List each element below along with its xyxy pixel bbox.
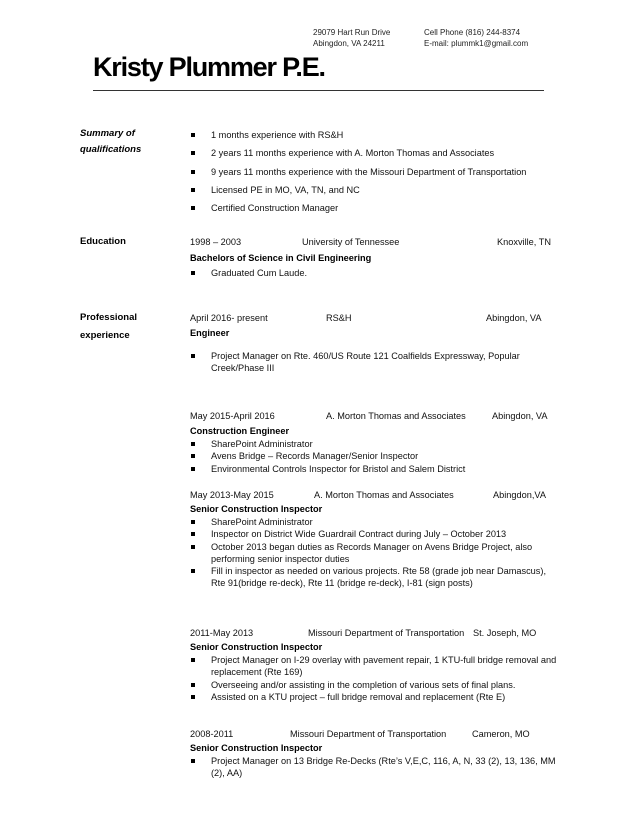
bullet-square-icon (191, 271, 195, 275)
job-location: Cameron, MO (472, 729, 530, 739)
job-dates: 2011-May 2013 (190, 628, 254, 638)
list-item-text: Licensed PE in MO, VA, TN, and NC (211, 184, 360, 195)
list-item-text: October 2013 began duties as Records Manager on Avens Bridge Project, also performing senior inspector duties (211, 541, 533, 564)
list-item (190, 266, 560, 280)
bullet-square-icon (191, 759, 195, 763)
list-item-text: Avens Bridge – Records Manager/Senior Inspector (211, 451, 419, 462)
contact-block (424, 27, 528, 49)
list-item-text: Inspector on District Wide Guardrail Contract during July – October 2013 (211, 529, 507, 540)
job-title: Engineer (190, 328, 230, 338)
job-employer: Missouri Department of Transportation (290, 729, 447, 739)
list-item-text: SharePoint Administrator (211, 517, 313, 527)
list-item-text: Overseeing and/or assisting in the completion of various sets of final plans. (211, 679, 516, 690)
list-item (190, 463, 560, 475)
bullet-square-icon (191, 151, 195, 155)
summary-label-line-1: Summary of (80, 128, 135, 139)
job-items (190, 654, 560, 703)
education-dates: 1998 – 2003 (190, 237, 242, 247)
job-items (190, 438, 560, 475)
job-title: Senior Construction Inspector (190, 743, 323, 753)
job-dates: April 2016- present (190, 313, 268, 323)
bullet-square-icon (191, 467, 195, 471)
bullet-square-icon (191, 133, 195, 137)
education-label: Education (80, 236, 126, 247)
list-item-text: Assisted on a KTU project – full bridge removal and replacement (Rte E) (211, 691, 506, 702)
bullet-square-icon (191, 520, 195, 524)
list-item (190, 128, 560, 142)
list-item (190, 679, 560, 691)
list-item-text: Project Manager on Rte. 460/US Route 121 Coalfields Expressway, Popular Creek/Phase III (211, 351, 520, 374)
list-item (190, 528, 560, 540)
list-item-text: 9 years 11 months experience with the Missouri Department of Transportation (211, 166, 527, 177)
list-item-text: 1 months experience with RS&H (211, 130, 344, 140)
summary-label (80, 126, 141, 158)
list-item-text: Project Manager on 13 Bridge Re-Decks (Rte’s V,E,C, 116, A, N, 33 (2), 13, 136, MM (2), AA) (211, 756, 556, 779)
education-location: Knoxville, TN (497, 237, 551, 247)
job-items (190, 516, 560, 590)
bullet-square-icon (191, 532, 195, 536)
job-dates: 2008-2011 (190, 729, 234, 739)
job-location: Abingdon,VA (493, 490, 546, 500)
experience-label (80, 310, 137, 344)
list-item-text: Certified Construction Manager (211, 203, 339, 214)
job-dates: May 2013-May 2015 (190, 490, 274, 500)
summary-label-line-2: qualifications (80, 144, 142, 155)
list-item (190, 438, 560, 450)
education-list (190, 266, 560, 284)
list-item-text: Fill in inspector as needed on various projects. Rte 58 (grade job near Damascus), Rte 91(bridge re-deck), Rte 11 (bridge re-deck), I-81 (sign posts) (211, 566, 547, 589)
list-item (190, 165, 560, 179)
list-item-text: Environmental Controls Inspector for Bristol and Salem District (211, 463, 466, 474)
job-employer: A. Morton Thomas and Associates (326, 411, 466, 421)
bullet-square-icon (191, 354, 195, 358)
bullet-square-icon (191, 442, 195, 446)
list-item (190, 201, 560, 215)
list-item (190, 755, 560, 780)
bullet-square-icon (191, 569, 195, 573)
bullet-square-icon (191, 683, 195, 687)
list-item (190, 183, 560, 197)
email-address: E-mail: plummk1@gmail.com (424, 39, 529, 48)
list-item-text: 2 years 11 months experience with A. Morton Thomas and Associates (211, 148, 495, 159)
job-employer: RS&H (326, 313, 352, 323)
job-title: Construction Engineer (190, 426, 290, 436)
list-item-text: SharePoint Administrator (211, 439, 313, 449)
address-block (313, 27, 390, 49)
education-school: University of Tennessee (302, 237, 400, 247)
experience-label-line-1: Professional (80, 312, 138, 323)
job-location: St. Joseph, MO (473, 628, 537, 638)
job-title: Senior Construction Inspector (190, 504, 323, 514)
job-items (190, 350, 560, 375)
experience-label-line-2: experience (80, 330, 130, 341)
list-item (190, 541, 560, 566)
bullet-square-icon (191, 658, 195, 662)
summary-list (190, 128, 560, 219)
address-line-2: Abingdon, VA 24211 (313, 39, 385, 48)
list-item (190, 565, 560, 590)
job-dates: May 2015-April 2016 (190, 411, 275, 421)
job-employer: A. Morton Thomas and Associates (314, 490, 454, 500)
education-degree: Bachelors of Science in Civil Engineering (190, 253, 372, 263)
job-items (190, 755, 560, 780)
bullet-square-icon (191, 454, 195, 458)
list-item (190, 516, 560, 528)
job-location: Abingdon, VA (486, 313, 542, 323)
address-line-1: 29079 Hart Run Drive (313, 28, 391, 37)
phone-number: Cell Phone (816) 244-8374 (424, 28, 521, 37)
bullet-square-icon (191, 695, 195, 699)
bullet-square-icon (191, 206, 195, 210)
candidate-name: Kristy Plummer P.E. (93, 52, 325, 82)
bullet-square-icon (191, 188, 195, 192)
header-divider (93, 90, 544, 91)
list-item (190, 654, 560, 679)
list-item (190, 350, 560, 375)
list-item-text: Project Manager on I-29 overlay with pavement repair, 1 KTU-full bridge removal and replacement (Rte 169) (211, 655, 557, 678)
bullet-square-icon (191, 545, 195, 549)
list-item (190, 691, 560, 703)
list-item (190, 146, 560, 160)
job-employer: Missouri Department of Transportation (308, 628, 465, 638)
list-item-text: Graduated Cum Laude. (211, 268, 308, 278)
list-item (190, 450, 560, 462)
job-title: Senior Construction Inspector (190, 642, 323, 652)
job-location: Abingdon, VA (492, 411, 548, 421)
bullet-square-icon (191, 170, 195, 174)
